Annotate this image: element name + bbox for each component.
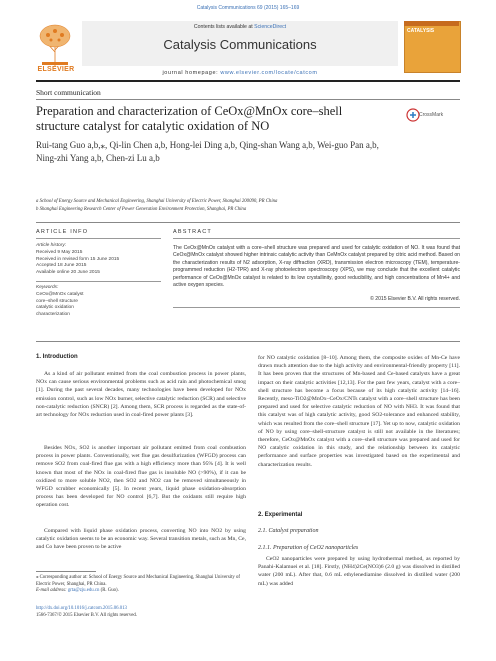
email-prefix: E-mail address: (36, 588, 68, 593)
journal-cover-bar (404, 21, 459, 26)
homepage-link[interactable]: www.elsevier.com/locate/catcom (220, 70, 318, 76)
article-info-heading: ARTICLE INFO (36, 229, 89, 235)
journal-title: Catalysis Communications (163, 37, 317, 52)
keywords-rule (36, 281, 161, 282)
abstract-heading: ABSTRACT (173, 229, 212, 235)
publisher-name: ELSEVIER (37, 66, 75, 73)
affiliation-divider (36, 222, 460, 223)
email-link[interactable]: grta@zju.edu.cn (67, 588, 100, 593)
body-divider (36, 341, 460, 342)
catalyst-preparation-heading: 2.1. Catalyst preparation (258, 528, 319, 534)
issn-line: 1566-7367/© 2015 Elsevier B.V. All rights reserved. (36, 613, 137, 618)
footnote-rule (36, 571, 96, 572)
keywords-label: Keywords: (36, 285, 59, 290)
affiliation-b: b Shanghai Engineering Research Center of Power Generation Environment Protection, Shanghai, PR China (36, 207, 247, 212)
ceo2-preparation-heading: 2.1.1. Preparation of CeO2 nanoparticles (258, 545, 359, 551)
journal-citation[interactable]: Catalysis Communications 69 (2015) 165–169 (196, 5, 300, 11)
keyword-item: characterization (36, 312, 70, 318)
history-received: Received 9 May 2015 (36, 249, 83, 255)
journal-cover-title: CATALYSIS (407, 28, 435, 34)
homepage-prefix: journal homepage: (162, 70, 221, 76)
intro-paragraph-2: Besides NOx, SO2 is another important air pollutant emitted from coal combustion process in power plants. Conventionally, wet flue gas desulfurization (WFGD) process can remove SO2 from coal-fired flue gas with a high efficiency more than 95% [4]. It is well known that most of the NOx in coal-fired flue gas is insoluble NO (>90%), if it can be oxidized to more soluble NO2, then SO2 and NO2 can be removed simultaneously in WFGD scrubber economically [5]. In recent years, liquid phase oxidation-absorption process has been developed for NO control [6,7]. But the oxidants still require high operation cost. (36, 445, 246, 509)
crossmark-icon[interactable] (406, 108, 420, 124)
doi-link[interactable]: http://dx.doi.org/10.1016/j.catcom.2015.06.013 (36, 606, 127, 611)
intro-paragraph-3: Compared with liquid phase oxidation process, converting NO into NO2 by using catalytic oxidation seems to be an economic way. Several transition metals, such as Mn, Ce, and Co have been proven to be active (36, 528, 246, 551)
journal-homepage (82, 70, 398, 76)
history-label: Article history: (36, 243, 67, 248)
keyword-item: catalytic oxidation (36, 305, 74, 311)
history-accepted: Accepted 18 June 2015 (36, 263, 87, 269)
abstract-copyright: © 2015 Elsevier B.V. All rights reserved. (370, 296, 460, 302)
experimental-paragraph-1: CeO2 nanoparticles were prepared by using hydrothermal method, as reported by Panahi-Kalamuei et al. [18]. Firstly, (NH4)2Ce(NO3)6 (2.0 g) was dissolved in distilled water (200 mL). After that, 0.6 mL ethylenediamine dissolved in distilled water (200 mL) was added (258, 556, 460, 587)
contents-prefix: Contents lists available at (193, 24, 255, 30)
abstract-bottom-rule (173, 307, 460, 308)
article-title: Preparation and characterization of CeOx@MnOx core–shell structure catalyst for catalytic oxidation of NO (36, 104, 343, 133)
article-type: Short communication (36, 88, 101, 97)
right-paragraph-1: for NO catalytic oxidation [8–10]. Among them, the composite oxides of Mn-Ce have drawn much attention due to the high activity and environmental-friendly property [11]. It has been proven that the structures of Mn-based and Ce-based catalysts have a great impact on their catalytic activities [12,13]. For the past few years, catalyst with a core–shell structure has become a focus because of its high catalytic activity [14–16]. Recently, meso-TiO2@MnOx–CeOx/CNTs catalyst with a core–shell structure has been prepared and used for selective catalytic reduction of NO with NH3. It was found that this catalyst was of high catalytic activity, good SO2-tolerance and enhanced stability, which was resulted from the core–shell structure [17]. Yet up to now, catalytic oxidation of NO by using core–shell-structure catalyst is still not available in the literatures; therefore, CeOx@MnOx catalyst with a core–shell structure was prepared and used for NO catalytic oxidation in this study, and the relationship between its catalytic performance and surface properties was investigated based on the experimental and characterization results. (258, 355, 460, 468)
author-list (36, 139, 460, 165)
intro-paragraph-1: As a kind of air pollutant emitted from the coal combustion process in power plants, NOx can cause serious environmental problems such as acid rain and photochemical smog [1]. During the past several decades, many technologies have been developed for NOx emission control, such as low NOx burner, selective catalytic reduction (SCR) and selective non-catalytic reduction (SNCR) [2]. Among them, SCR process is regarded as the state-of-art technology for NOx reduction used in coal-fired power plants [3]. (36, 371, 246, 419)
doi-line (36, 606, 246, 613)
introduction-heading: 1. Introduction (36, 354, 78, 360)
masthead-divider (36, 80, 460, 82)
corresponding-author-note: ⁎ Corresponding author at: School of Energy Source and Mechanical Engineering, Shanghai University of Electric Power, Shanghai, PR China. (36, 575, 240, 587)
sciencedirect-link[interactable]: ScienceDirect (254, 24, 287, 30)
keyword-item: CeOx@MnOx catalyst (36, 291, 84, 297)
abstract-text: The CeOx@MnOx catalyst with a core–shell structure was prepared and used for catalytic oxidation of NO. It was found that CeOx@MnOx catalyst showed higher intrinsic catalytic activity than CeMnOx catalyst prepared by citric acid method. Based on the characterization results of N2 adsorption, X-ray diffraction (XRD), transmission electron microscopy (TEM), temperature-programmed reduction (H2-TPR) and X-ray photoelectron spectroscopy (XPS), we may conclude that the excellent catalytic performance of CeOx@MnOx catalyst is related to its low crystallinity, good reducibility, and high concentrations of Mn4+ and active oxygen species. (173, 245, 460, 289)
article-info-rule (36, 238, 161, 239)
email-line (36, 588, 246, 595)
crossmark-label[interactable]: CrossMark (419, 112, 444, 118)
authors-line-1[interactable]: Rui-tang Guo a,b,⁎, Qi-lin Chen a,b, Hong-lei Ding a,b, Qing-shan Wang a,b, Wei-guo Pan a,b, (36, 140, 379, 150)
keyword-item: core–shell structure (36, 298, 78, 304)
affiliation-a: a School of Energy Source and Mechanical Engineering, Shanghai University of Electric Power, Shanghai 200090, PR China (36, 199, 278, 204)
abstract-rule (173, 238, 460, 239)
email-suffix: (R. Guo). (99, 588, 119, 593)
article-history (36, 243, 161, 277)
authors-line-2[interactable]: Ning-zhi Yang a,b, Chen-zi Lu a,b (36, 153, 160, 163)
keywords-block (36, 285, 161, 319)
history-online: Available online 20 June 2015 (36, 270, 100, 276)
type-divider (36, 99, 460, 100)
elsevier-tree-logo (36, 22, 74, 68)
history-revised: Received in revised form 15 June 2015 (36, 256, 120, 262)
contents-line (82, 24, 398, 30)
experimental-heading: 2. Experimental (258, 512, 303, 518)
